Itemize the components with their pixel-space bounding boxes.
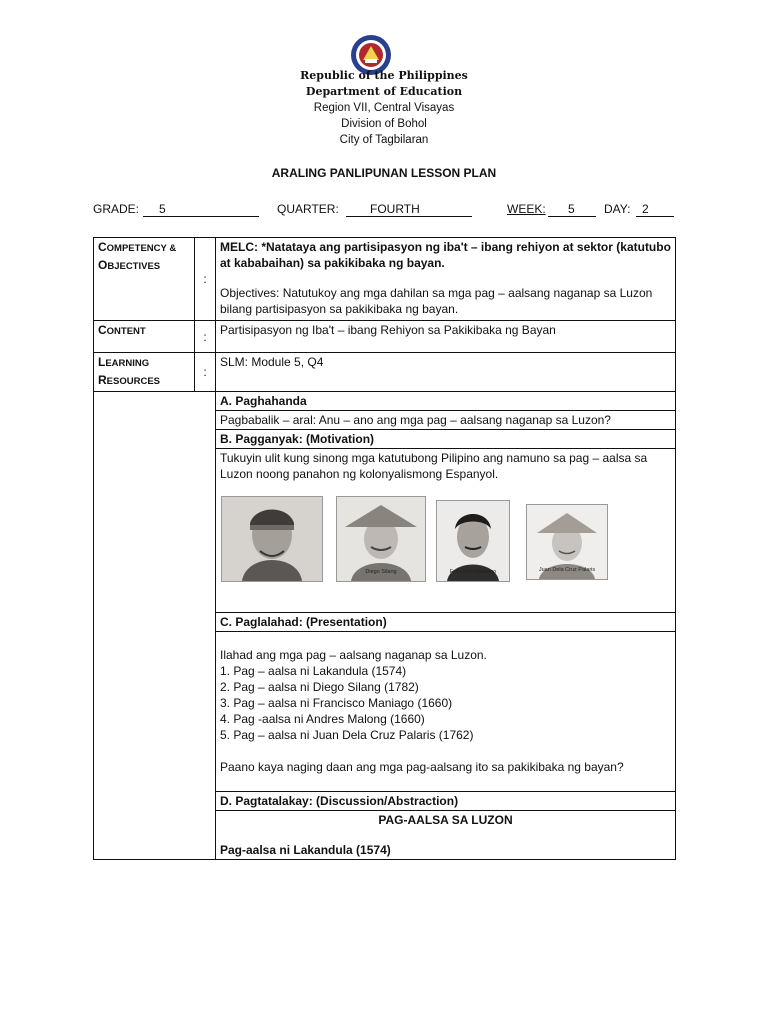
photo-caption: Francisco Maniago [449, 569, 497, 575]
left-blank-column [94, 392, 216, 860]
uprising-list-item: 4. Pag -aalsa ni Andres Malong (1660) [220, 712, 425, 726]
week-label: WEEK: [507, 202, 546, 216]
uprising-list-item: 3. Pag – aalsa ni Francisco Maniago (1660) [220, 696, 453, 710]
section-b-title: B. Pagganyak: (Motivation) [216, 430, 676, 449]
section-b-content [216, 449, 676, 613]
portrait-image [222, 497, 322, 581]
section-a-title: A. Paghahanda [216, 392, 676, 411]
week-value: 5 [548, 202, 596, 217]
section-c-content [216, 632, 676, 792]
grade-label: GRADE: [93, 202, 140, 216]
colon: : [195, 321, 216, 353]
section-d-title: D. Pagtatalakay: (Discussion/Abstraction) [216, 792, 676, 811]
portrait-juan-dela-cruz-palaris [526, 504, 608, 580]
competency-cell [216, 238, 676, 321]
objectives-text: Objectives: Natutukoy ang mga dahilan sa mga pag – aalsang naganap sa Luzon bilang partisipasyon sa pakikibaka ng bayan. [220, 286, 653, 316]
photo-caption: Diego Silang [365, 569, 397, 575]
competency-label: COMPETENCY & OBJECTIVES [94, 238, 195, 321]
section-a-title-row [94, 392, 676, 411]
day-label: DAY: [604, 202, 631, 216]
resources-row [94, 353, 676, 392]
quarter-label: QUARTER: [277, 202, 339, 216]
content-row [94, 321, 676, 353]
header-division: Division of Bohol [341, 118, 427, 130]
header-department: Department of Education [305, 85, 463, 98]
uprising-list-item: 5. Pag – aalsa ni Juan Dela Cruz Palaris (1762) [220, 728, 474, 742]
header-republic: Republic of the Philippines [300, 69, 468, 82]
section-d-heading: PAG-AALSA SA LUZON [378, 813, 513, 827]
portrait-francisco-maniago [436, 500, 510, 582]
section-d-subheading: Pag-aalsa ni Lakandula (1574) [220, 843, 391, 857]
section-c-intro: Ilahad ang mga pag – aalsang naganap sa Luzon. [220, 648, 487, 662]
grade-value: 5 [143, 202, 259, 217]
resources-text: SLM: Module 5, Q4 [216, 353, 676, 392]
melc-text: MELC: *Natataya ang partisipasyon ng iba't – ibang rehiyon at sektor (katutubo at kababaihan) sa pakikibaka ng bayan. [220, 240, 671, 270]
photo-caption: Juan Dela Cruz Palaris [538, 567, 596, 573]
resources-label: LEARNING RESOURCES [94, 353, 195, 392]
content-label: CONTENT [94, 321, 195, 353]
quarter-value: FOURTH [346, 202, 472, 217]
uprising-list-item: 1. Pag – aalsa ni Lakandula (1574) [220, 664, 407, 678]
lesson-plan-table [93, 237, 676, 860]
header-region: Region VII, Central Visayas [313, 102, 455, 114]
competency-row [94, 238, 676, 321]
portrait-diego-silang [336, 496, 426, 582]
page-title: ARALING PANLIPUNAN LESSON PLAN [271, 166, 497, 180]
section-a-text: Pagbabalik – aral: Anu – ano ang mga pag – aalsang naganap sa Luzon? [216, 411, 676, 430]
section-d-content [216, 811, 676, 860]
header-city: City of Tagbilaran [339, 134, 429, 146]
section-c-question: Paano kaya naging daan ang mga pag-aalsang ito sa pakikibaka ng bayan? [220, 760, 624, 774]
colon: : [195, 353, 216, 392]
uprising-list-item: 2. Pag – aalsa ni Diego Silang (1782) [220, 680, 419, 694]
day-value: 2 [636, 202, 674, 217]
section-b-text: Tukuyin ulit kung sinong mga katutubong Pilipino ang namuno sa pag – aalsa sa Luzon noong panahon ng kolonyalismong Espanyol. [220, 451, 648, 481]
leader-photos [220, 490, 671, 602]
content-text: Partisipasyon ng Iba't – ibang Rehiyon sa Pakikibaka ng Bayan [216, 321, 676, 353]
colon: : [195, 238, 216, 321]
portrait-lakandula [221, 496, 323, 582]
section-c-title: C. Paglalahad: (Presentation) [216, 613, 676, 632]
